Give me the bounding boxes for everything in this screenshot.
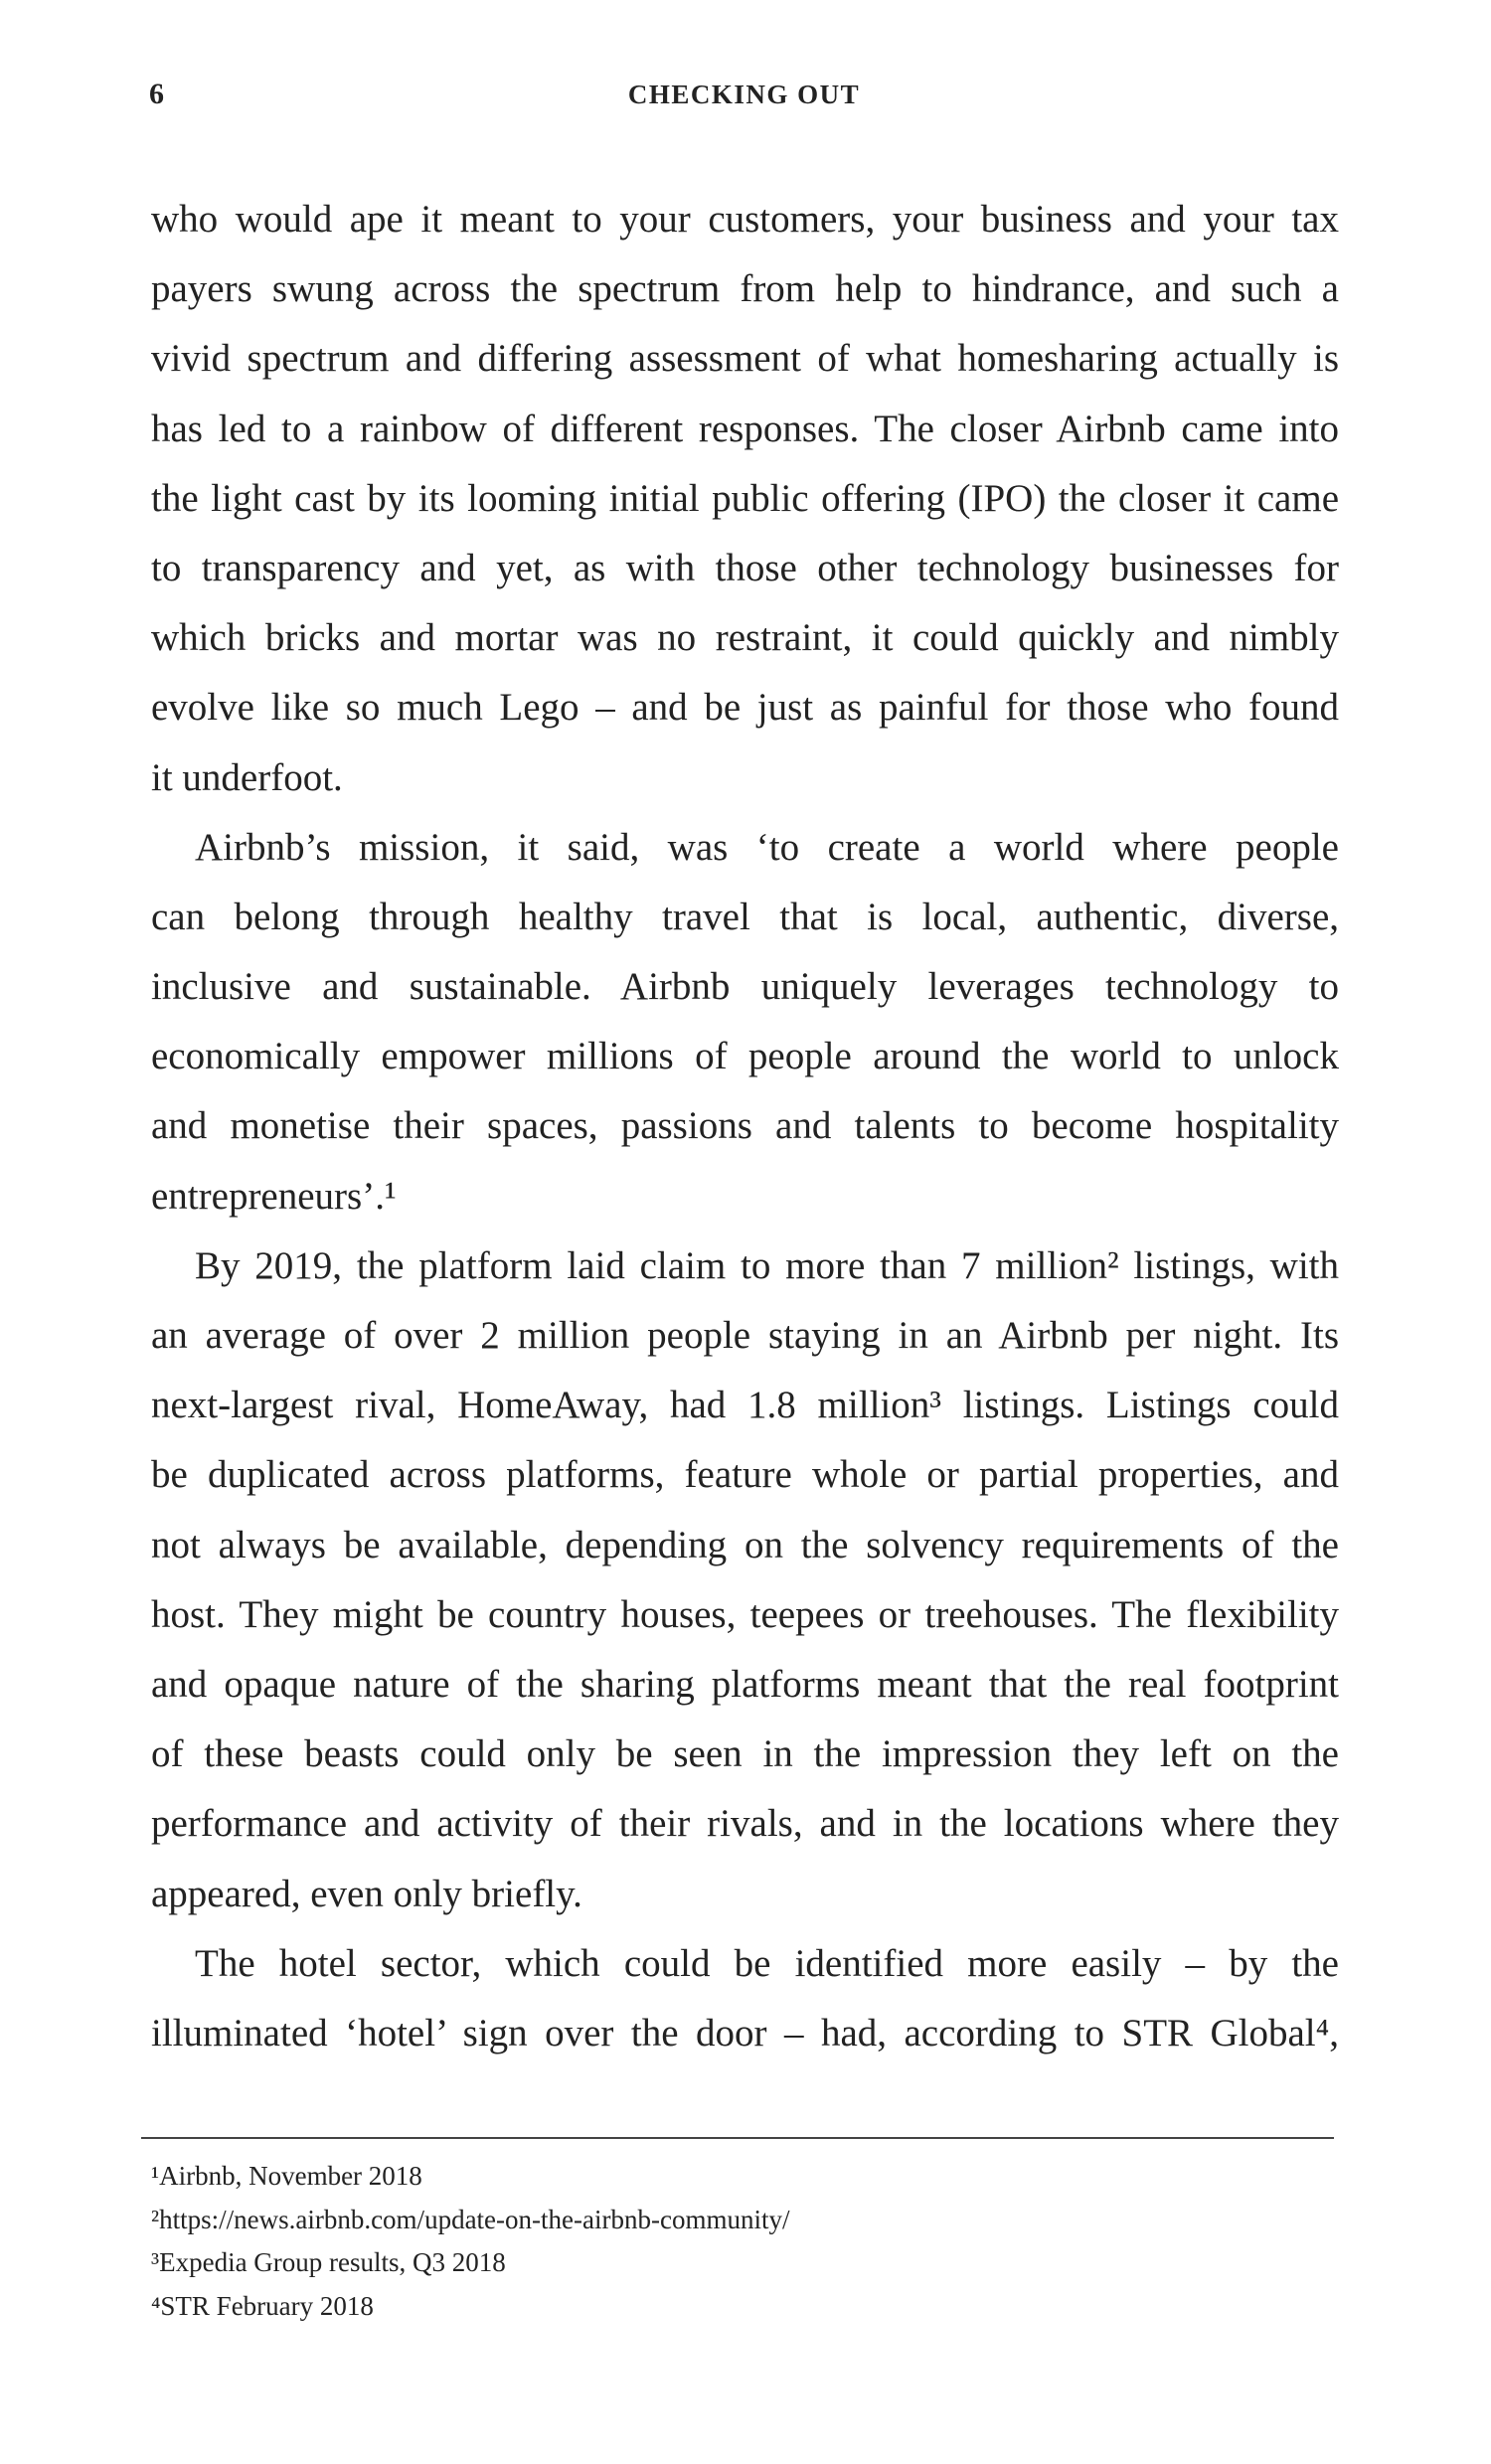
text-line: can belong through healthy travel that is local, authentic, diverse, [151,895,1339,938]
text-line: and opaque nature of the sharing platforms meant that the real footprint [151,1662,1339,1706]
text-line: the light cast by its looming initial public offering (IPO) the closer it came [151,476,1339,520]
paragraph [151,813,1339,1232]
running-head [149,75,1339,114]
text-line: inclusive and sustainable. Airbnb uniquely leverages technology to [151,965,1339,1009]
text-line: By 2019, the platform laid claim to more than 7 million² listings, with [195,1243,1339,1287]
footnote-divider [141,2137,1334,2139]
text-line: has led to a rainbow of different responses. The closer Airbnb came into [151,407,1339,450]
text-line: payers swung across the spectrum from help to hindrance, and such a [151,267,1339,311]
paragraph [151,1929,1339,2068]
text-line: it underfoot. [151,755,343,799]
text-line: not always be available, depending on the solvency requirements of the [151,1523,1339,1566]
body-text [151,185,1339,2068]
text-line: economically empower millions of people around the world to unlock [151,1035,1339,1078]
text-line: vivid spectrum and differing assessment of what homesharing actually is [151,337,1339,381]
text-line: to transparency and yet, as with those other technology businesses for [151,546,1339,589]
footnote-3: ³Expedia Group results, Q3 2018 [151,2247,506,2277]
paragraph [151,185,1339,813]
text-line: an average of over 2 million people staying in an Airbnb per night. Its [151,1314,1339,1357]
paragraph [151,1232,1339,1929]
text-line: entrepreneurs’.¹ [151,1174,397,1218]
text-line: host. They might be country houses, teepees or treehouses. The flexibility [151,1592,1339,1636]
text-line: which bricks and mortar was no restraint, it could quickly and nimbly [151,616,1339,660]
page-number: 6 [149,78,164,110]
footnote-4: ⁴STR February 2018 [151,2290,374,2321]
text-line: appeared, even only briefly. [151,1872,582,1915]
text-line: performance and activity of their rivals, and in the locations where they [151,1802,1339,1846]
text-line: of these beasts could only be seen in the impression they left on the [151,1732,1339,1776]
text-line: be duplicated across platforms, feature whole or partial properties, and [151,1453,1339,1497]
footnote-2: ²https://news.airbnb.com/update-on-the-airbnb-community/ [151,2204,790,2234]
footnote-1: ¹Airbnb, November 2018 [151,2161,422,2191]
text-line: evolve like so much Lego – and be just as painful for those who found [151,686,1339,730]
running-title-text: CHECKING OUT [627,80,861,109]
text-line: illuminated ‘hotel’ sign over the door – had, according to STR Global⁴, [151,2011,1339,2054]
text-line: who would ape it meant to your customers, your business and your tax [151,198,1339,241]
text-line: next-largest rival, HomeAway, had 1.8 million³ listings. Listings could [151,1384,1339,1427]
text-line: Airbnb’s mission, it said, was ‘to create a world where people [195,825,1339,869]
text-line: The hotel sector, which could be identified more easily – by the [195,1941,1339,1985]
running-title [149,75,1339,114]
text-line: and monetise their spaces, passions and talents to become hospitality [151,1104,1339,1148]
footnotes [151,2155,1244,2328]
